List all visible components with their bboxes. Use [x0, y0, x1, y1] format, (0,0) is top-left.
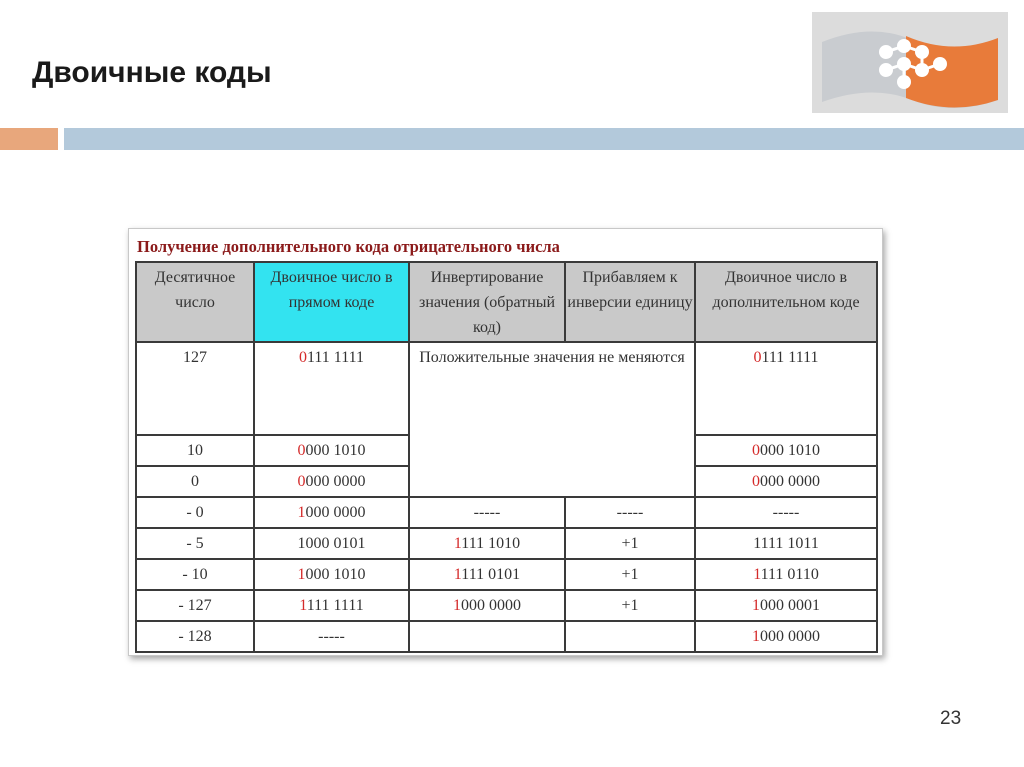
table-header-row: [136, 262, 877, 342]
molecule-flag-icon: [812, 12, 1008, 113]
cell-direct: [254, 528, 409, 559]
cell-inverted: [409, 559, 565, 590]
header-inverted: Инвертирование значения (обратный код): [409, 262, 565, 342]
sign-bit: 1: [453, 535, 462, 552]
bits: 111 0110: [760, 566, 819, 583]
cell-add: +1: [565, 559, 695, 590]
cell-inverted: [409, 590, 565, 621]
table-row: [136, 590, 877, 621]
cell-direct: [254, 590, 409, 621]
bits: -----: [318, 628, 345, 645]
sign-bit: 1: [453, 566, 462, 583]
cell-complement: [695, 497, 877, 528]
codes-table: [135, 261, 878, 653]
bits: 111 1111: [306, 597, 364, 614]
table-caption: Получение дополнительного кода отрицательного числа: [137, 237, 560, 256]
cell-positive-note: Положительные значения не меняются: [409, 342, 695, 497]
bits: 000 0000: [305, 473, 366, 490]
sign-bit: 1: [297, 504, 306, 521]
slide-title: Двоичные коды: [32, 56, 272, 89]
bits: 000 0000: [760, 473, 820, 490]
header-band-orange: [0, 128, 58, 150]
bits: 1111 1011: [753, 535, 819, 552]
cell-decimal: 0: [136, 466, 254, 497]
cell-add: +1: [565, 590, 695, 621]
bits: 1000 0101: [297, 535, 366, 552]
header-complement: Двоичное число в дополнительном коде: [695, 262, 877, 342]
bits: -----: [772, 504, 800, 521]
cell-inverted: [409, 528, 565, 559]
bits: 111 1111: [306, 349, 365, 366]
bits: 111 1010: [461, 535, 521, 552]
cell-complement: [695, 590, 877, 621]
header-decimal: Десятичное число: [136, 262, 254, 342]
bits: 000 0001: [760, 597, 820, 614]
sign-bit: 1: [297, 566, 306, 583]
cell-direct: [254, 497, 409, 528]
header-add-one: Прибавляем к инверсии единицу: [565, 262, 695, 342]
sign-bit: 1: [453, 597, 461, 614]
cell-decimal: - 5: [136, 528, 254, 559]
cell-direct: [254, 342, 409, 435]
sign-bit: 0: [297, 442, 306, 459]
cell-add: [565, 621, 695, 652]
cell-decimal: - 0: [136, 497, 254, 528]
cell-decimal: - 127: [136, 590, 254, 621]
sign-bit: 0: [752, 473, 760, 490]
cell-decimal: - 10: [136, 559, 254, 590]
cell-decimal: 127: [136, 342, 254, 435]
cell-inverted: [409, 621, 565, 652]
bits: -----: [473, 504, 501, 521]
cell-complement: [695, 559, 877, 590]
table-row: [136, 559, 877, 590]
table-figure: [128, 228, 883, 656]
bits: 000 0000: [760, 628, 820, 645]
bits: 000 1010: [305, 566, 366, 583]
sign-bit: 1: [753, 566, 761, 583]
cell-add: +1: [565, 528, 695, 559]
table-row: [136, 342, 877, 435]
cell-decimal: 10: [136, 435, 254, 466]
sign-bit: 0: [752, 442, 760, 459]
sign-bit: 0: [297, 473, 306, 490]
cell-inverted: [409, 497, 565, 528]
cell-complement: [695, 528, 877, 559]
sign-bit: 0: [298, 349, 307, 366]
sign-bit: 1: [752, 628, 760, 645]
cell-direct: [254, 559, 409, 590]
cell-complement: [695, 435, 877, 466]
cell-direct: [254, 621, 409, 652]
header-direct-code: Двоичное число в прямом коде: [254, 262, 409, 342]
logo: [812, 12, 1008, 113]
sign-bit: 1: [752, 597, 760, 614]
cell-complement: [695, 466, 877, 497]
table-row: [136, 621, 877, 652]
bits: 111 0101: [461, 566, 521, 583]
table-row: [136, 497, 877, 528]
sign-bit: 1: [299, 597, 307, 614]
sign-bit: 0: [753, 349, 762, 366]
cell-direct: [254, 466, 409, 497]
bits: 000 1010: [305, 442, 366, 459]
cell-decimal: - 128: [136, 621, 254, 652]
bits: 000 0000: [461, 597, 521, 614]
cell-complement: [695, 342, 877, 435]
page-number: 23: [940, 708, 962, 729]
bits: 111 1111: [761, 349, 819, 366]
bits: 000 1010: [760, 442, 820, 459]
header-band-blue: [64, 128, 1024, 150]
cell-direct: [254, 435, 409, 466]
table-row: [136, 528, 877, 559]
cell-complement: [695, 621, 877, 652]
bits: 000 0000: [305, 504, 366, 521]
cell-add: -----: [565, 497, 695, 528]
